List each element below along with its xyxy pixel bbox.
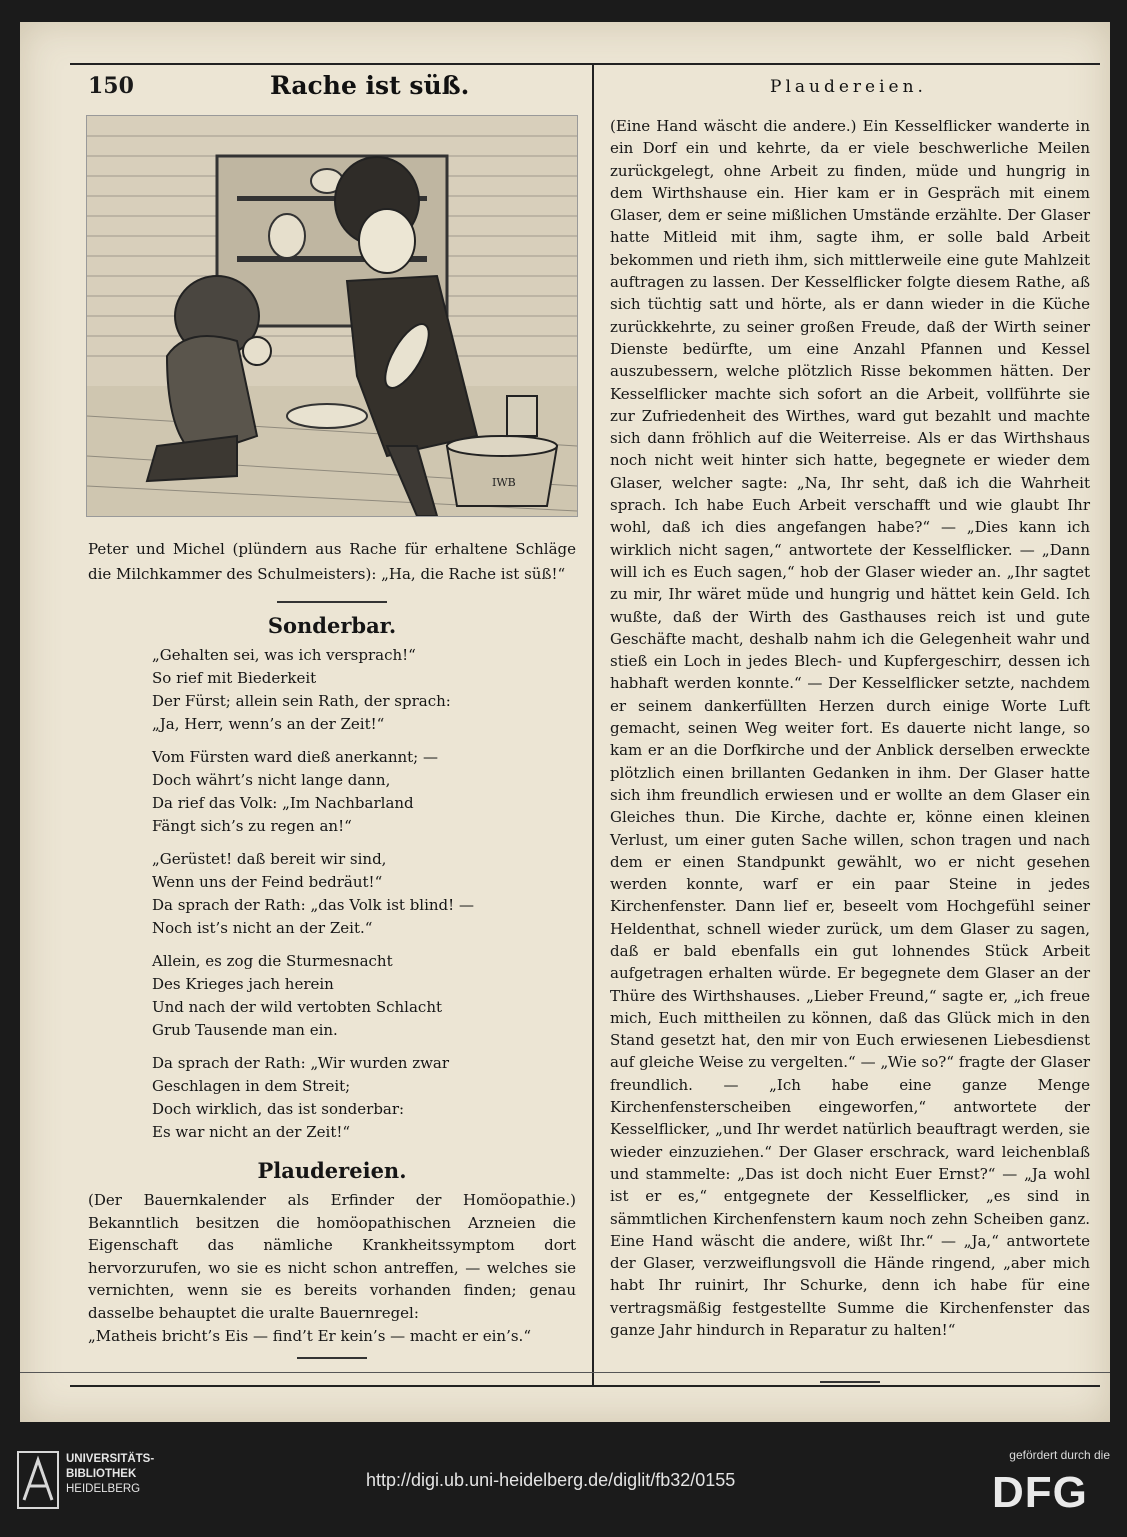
page-number: 150 (88, 73, 134, 99)
poem-line: Da sprach der Rath: „Wir wurden zwar (152, 1054, 450, 1072)
library-name: UNIVERSITÄTS- BIBLIOTHEK HEIDELBERG (66, 1453, 155, 1495)
poem-line: Grub Tausende man ein. (152, 1021, 338, 1039)
poem-line: Der Fürst; allein sein Rath, der sprach: (152, 692, 451, 710)
poem-stanza (152, 950, 582, 1042)
poem-stanza (152, 848, 582, 940)
kesselflicker-story: (Eine Hand wäscht die andere.) Ein Kesselflicker wanderte in ein Dorf ein und kehrte, da er viele beschwerliche Meilen zurückgelegt, ohne Arbeit zu finden, müde und hungrig in dem Wirthshause ein. Hier kam er in Gespräch mit einem Glaser, dem er seine mißlichen Umstände erzählte. Der Glaser hatte Mitleid mit ihm, sagte ihm, er solle bald Arbeit bekommen und rieth ihm, sich mittlerweile eine gute Mahlzeit auftragen zu lassen. Der Kesselflicker folgte diesem Rathe, aß sich tüchtig satt und hörte, als er dann wieder in die Küche zurückkehrte, zu seiner großen Freude, daß der Wirth seiner Dienste bedürfte, um eine Anzahl Pfannen und Kessel auszubessern, welche plötzlich Risse bekommen hätten. Der Kesselflicker machte sich sofort an die Arbeit, vollführte sie zur Zufriedenheit des Wirthes, ward gut bezahlt und machte sich dann fröhlich auf die Weiterreise. Als er das Wirthshaus noch nicht weit hinter sich hatte, begegnete er wieder dem Glaser, welcher sagte: „Na, Ihr seht, daß ich die Wahrheit sprach. Ich habe Euch Arbeit verschafft und wie glaubt Ihr wohl, daß ich dies angefangen habe?“ — „Dies kann ich wirklich nicht sagen,“ antwortete der Kesselflicker. — „Dann will ich es Euch sagen,“ hob der Glaser wieder an. „Ihr sagtet zu mir, Ihr wäret müde und hungrig und hättet kein Geld. Ich wußte, daß der Wirth des Gasthauses reich ist und gute Geschäfte macht, deshalb nahm ich die Gelegenheit wahr und stieß ein Loch in jedes Blech- und Kupfergeschirr, dessen ich habhaft werden konnte.“ — Der Kesselflicker setzte, nachdem er seinem dankerfüllten Herzen durch einige Worte Luft gemacht, seinen Weg weiter fort. Es dauerte nicht lange, so kam er an die Dorfkirche und der Anblick derselben erweckte plötzlich einen brillanten Gedanken in ihm. Der Glaser hatte sich ihm freundlich erwiesen und er wollte an dem Glaser ein Gleiches thun. Die Kirche, dachte er, könne einen kleinen Verlust, um einer guten Sache willen, schon tragen und nach dem er einen Standpunkt gewählt, wo er nicht gesehen werden konnte, warf er ein paar Steine in jedes Kirchenfenster. Dann lief er, beseelt vom Hochgefühl seiner Heldenthat, schnell wieder zurück, um dem Glaser zu sagen, daß er bald ebenfalls ein gut lohnendes Stück Arbeit aufgetragen erhalten würde. Er begegnete dem Glaser an der Thüre des Wirthshauses. „Lieber Freund,“ sagte er, „ich freue mich, Euch mittheilen zu können, daß das Glück mich in den Stand gesetzt hat, den mir von Euch erwiesenen Liebesdienst auf gleiche Weise zu vergelten.“ — „Wie so?“ fragte der Glaser freundlich. — „Ich habe eine ganze Menge Kirchenfensterscheiben eingeworfen,“ antwortete der Kesselflicker, „und Ihr werdet natürlich beauftragt werden, sie wieder einzuziehen.“ Der Glaser erschrack, ward leichenblaß und stammelte: „Das ist doch nicht Euer Ernst?“ — „Ja wohl ist er es,“ entgegnete der Kesselflicker, „es sind in sämmtlichen Kirchenfenstern kaum noch zehn Scheiben ganz. Eine Hand wäscht die andere, wißt Ihr.“ — „Ja,“ antwortete der Glaser, verzweiflungsvoll die Hände ringend, „aber mich habt Ihr ruinirt, Ihr Schurke, denn ich habe für eine vertragsmäßig festgestellte Summe die Kirchenfenster das ganze Jahr hindurch in Reparatur zu halten!“ (610, 117, 1090, 1340)
left-column (82, 115, 582, 1369)
section-end-rule (297, 1357, 367, 1359)
poem-line: Da sprach der Rath: „das Volk ist blind! — (152, 896, 474, 914)
poem-line: „Gerüstet! daß bereit wir sind, (152, 850, 387, 868)
university-seal-icon (16, 1450, 60, 1510)
poem-line: So rief mit Biederkeit (152, 669, 317, 687)
plaudereien-title: Plaudereien. (257, 1158, 407, 1183)
section-rule (277, 601, 387, 603)
poem-body (152, 644, 582, 1144)
poem-line: Es war nicht an der Zeit!“ (152, 1123, 351, 1141)
farmer-rule-quote: „Matheis bricht’s Eis — find’t Er kein’s — macht er ein’s.“ (88, 1326, 531, 1345)
poem-line: Wenn uns der Feind bedräut!“ (152, 873, 383, 891)
scanned-page (20, 22, 1110, 1422)
homeopathy-paragraph: (Der Bauernkalender als Erfinder der Homöopathie.) Bekanntlich besitzen die homöopathischen Arzneien die Eigenschaft das nämliche Krankheitssymptom dort hervorzurufen, wo sie es nicht schon antreffen, — welches sie vernichten, wenn sie es bereits vorhanden finden; genau dasselbe behauptet die uralte Bauernregel: (88, 1191, 576, 1322)
poem-line: Fängt sich’s zu regen an!“ (152, 817, 352, 835)
poem-line: Geschlagen in dem Streit; (152, 1077, 351, 1095)
page-frame (70, 63, 1100, 1387)
engraver-signature: IWB (492, 476, 516, 489)
poem-stanza (152, 1052, 582, 1144)
right-page-title: Plaudereien. (770, 77, 927, 97)
funded-by-label: gefördert durch die (1009, 1448, 1110, 1462)
right-column (610, 115, 1090, 1383)
poem-line: „Gehalten sei, was ich versprach!“ (152, 646, 416, 664)
poem-stanza (152, 644, 582, 736)
poem-line: Doch wirklich, das ist sonderbar: (152, 1100, 405, 1118)
poem-line: Noch ist’s nicht an der Zeit.“ (152, 919, 373, 937)
poem-line: Des Krieges jach herein (152, 975, 334, 993)
permalink-url[interactable]: http://digi.ub.uni-heidelberg.de/diglit/fb32/0155 (366, 1470, 736, 1490)
left-page-title: Rache ist süß. (270, 71, 470, 100)
dfg-logo: DFG (992, 1468, 1088, 1517)
two-boys-engraving (87, 116, 577, 516)
poem-line: Doch währt’s nicht lange dann, (152, 771, 391, 789)
story-end-rule (820, 1381, 880, 1383)
poem-line: Vom Fürsten ward dieß anerkannt; — (152, 748, 438, 766)
poem-line: Allein, es zog die Sturmesnacht (152, 952, 393, 970)
poem-line: Da rief das Volk: „Im Nachbarland (152, 794, 414, 812)
viewer-footer (0, 1440, 1127, 1537)
poem-stanza (152, 746, 582, 838)
poem-line: „Ja, Herr, wenn’s an der Zeit!“ (152, 715, 385, 733)
page-bottom-edge (20, 1372, 1110, 1373)
plaudereien-text (88, 1189, 576, 1347)
illustration-caption: Peter und Michel (plündern aus Rache für erhaltene Schläge die Milchkammer des Schulmeisters): „Ha, die Rache ist süß!“ (88, 540, 576, 583)
engraving-illustration (86, 115, 578, 517)
column-divider (592, 65, 594, 1385)
poem-line: Und nach der wild vertobten Schlacht (152, 998, 443, 1016)
poem-title: Sonderbar. (267, 613, 397, 638)
